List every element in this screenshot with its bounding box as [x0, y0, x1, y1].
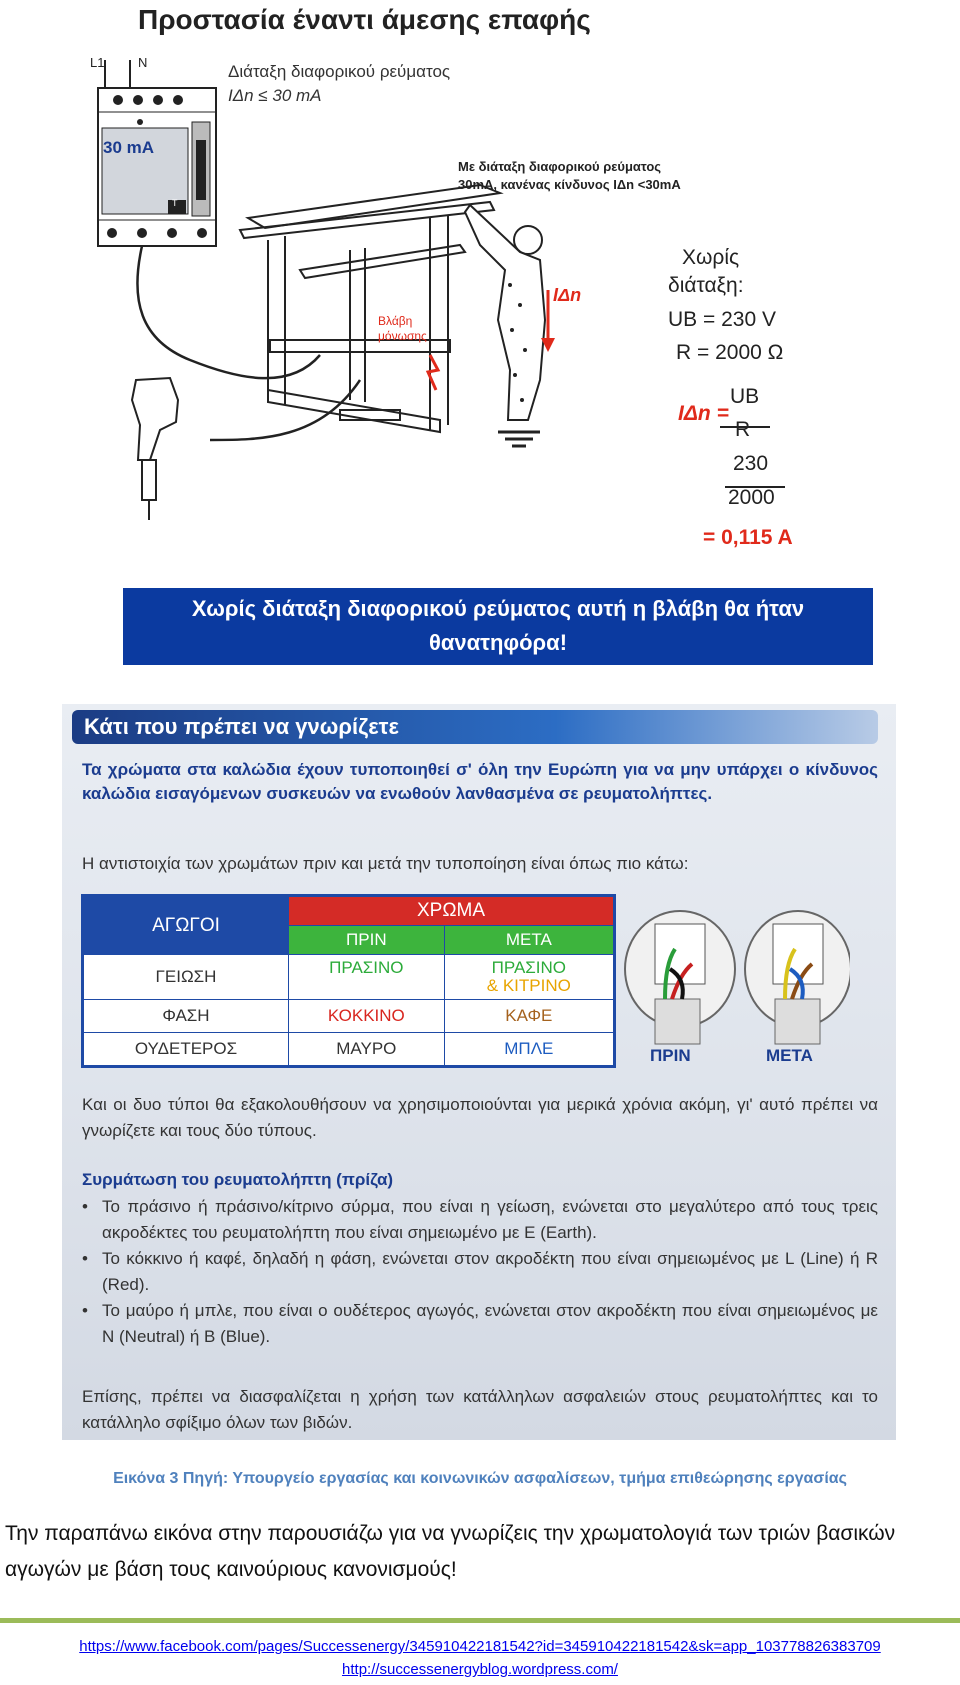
rcd-label: Διάταξη διαφορικού ρεύματος — [228, 62, 451, 81]
bullet-marker: • — [82, 1197, 88, 1216]
formula-lhs: IΔn = — [678, 402, 729, 425]
banner-line1: Χωρίς διάταξη διαφορικού ρεύματος αυτή η βλάβη θα ήταν — [191, 596, 805, 621]
r-value: R = 2000 Ω — [676, 341, 784, 364]
n-label: N — [138, 55, 148, 70]
plug-before-label: ΠΡΙΝ — [650, 1046, 691, 1065]
col-before: ΠΡΙΝ — [289, 926, 445, 955]
test-button-label: T — [172, 198, 178, 208]
calc-numerator: 230 — [733, 452, 769, 475]
warning-banner — [123, 588, 873, 665]
bullet-text: Το μαύρο ή μπλε, που είναι ο ουδέτερος αγωγός, ενώνεται στον ακροδέκτη που είναι σημειωμένος με N (Neutral) ή B (Blue). — [102, 1301, 878, 1346]
panel-correspondence: Η αντιστοιχία των χρωμάτων πριν και μετά την τυποποίηση είναι όπως πιο κάτω: — [82, 854, 689, 873]
l1-label: L1 — [90, 55, 105, 70]
table-row — [83, 1033, 615, 1067]
formula-numerator: UB — [730, 385, 760, 408]
row-after-line2: & ΚΙΤΡΙΝΟ — [486, 976, 571, 995]
row-before: ΚΟΚΚΙΝΟ — [289, 1000, 445, 1033]
calc-denominator: 2000 — [728, 486, 775, 509]
footer-divider — [0, 1618, 960, 1623]
row-name: ΦΑΣΗ — [83, 1000, 289, 1033]
rcd-display: 30 mA — [103, 138, 155, 157]
bullet-item — [82, 1246, 878, 1298]
row-after — [444, 955, 614, 1000]
plug-before-icon — [625, 911, 735, 1044]
current-label: IΔn — [553, 285, 582, 305]
ub-value: UB = 230 V — [668, 308, 776, 331]
fault-label-line2: μόνωσης — [378, 329, 427, 343]
without-line1: Χωρίς — [682, 246, 740, 269]
row-after-line1: ΠΡΑΣΙΝΟ — [491, 958, 567, 977]
figure-caption: Εικόνα 3 Πηγή: Υπουργείο εργασίας και κοινωνικών ασφαλίσεων, τμήμα επιθεώρησης εργασίας — [113, 1470, 847, 1487]
calc-result: = 0,115 A — [703, 526, 793, 549]
bullet-item — [82, 1298, 878, 1350]
rcd-note-line2: 30mA, κανένας κίνδυνος IΔn <30mA — [458, 177, 681, 192]
without-line2: διάταξη: — [668, 274, 744, 297]
bullet-marker: • — [82, 1301, 88, 1320]
blog-link[interactable]: http://successenergyblog.wordpress.com/ — [342, 1661, 618, 1678]
panel-heading: Κάτι που πρέπει να γνωρίζετε — [72, 710, 878, 744]
table-row — [83, 955, 615, 1000]
bullet-marker: • — [82, 1249, 88, 1268]
row-name: ΟΥΔΕΤΕΡΟΣ — [83, 1033, 289, 1067]
closing-text: Επίσης, πρέπει να διασφαλίζεται η χρήση των κατάλληλων ασφαλειών στους ρευματολήπτες και το κατάλληλο σφίξιμο όλων των βιδών. — [82, 1387, 878, 1432]
col-conductors: ΑΓΩΓΟΙ — [83, 896, 289, 955]
rcd-circuit-illustration — [0, 40, 960, 560]
banner-line2: θανατηφόρα! — [428, 630, 568, 655]
bullet-item — [82, 1194, 878, 1246]
both-types-text: Και οι δυο τύποι θα εξακολουθήσουν να χρησιμοποιούνται για μερικά χρόνια ακόμη, γι' αυτό πρέπει να γνωρίζετε και τους δύο τύπους. — [82, 1095, 878, 1140]
row-before: ΜΑΥΡΟ — [289, 1033, 445, 1067]
plug-after-label: ΜΕΤΑ — [766, 1046, 813, 1065]
row-after: ΜΠΛΕ — [444, 1033, 614, 1067]
rcd-note-line1: Με διάταξη διαφορικού ρεύματος — [458, 159, 662, 174]
panel-intro: Τα χρώματα στα καλώδια έχουν τυποποιηθεί σ' όλη την Ευρώπη για να μην υπάρχει ο κίνδυνος καλώδια εισαγόμενων συσκευών να ενωθούν λανθασμένα σε ρευματολήπτες. — [82, 760, 878, 803]
col-color: ΧΡΩΜΑ — [289, 896, 615, 926]
bullet-text: Το κόκκινο ή καφέ, δηλαδή η φάση, ενώνεται στον ακροδέκτη που είναι σημειωμένος με L (Line) ή R (Red). — [102, 1249, 878, 1294]
diagram-title: Προστασία έναντι άμεσης επαφής — [138, 4, 591, 35]
bullet-text: Το πράσινο ή πράσινο/κίτρινο σύρμα, που είναι η γείωση, ενώνεται στο μεγαλύτερο από τους τρεις ακροδέκτες του ρευματολήπτη που είναι σημειωμένο με E (Earth). — [102, 1197, 878, 1242]
row-after: ΚΑΦΕ — [444, 1000, 614, 1033]
wiring-heading: Συρμάτωση του ρευματολήπτη (πρίζα) — [82, 1170, 394, 1189]
wiring-bullets — [82, 1194, 878, 1350]
fault-label-line1: Βλάβη — [378, 314, 413, 328]
body-paragraph: Την παραπάνω εικόνα στην παρουσιάζω για να γνωρίζεις την χρωματολογιά των τριών βασικών αγωγών με βάση τους καινούριους κανονισμούς! — [5, 1522, 896, 1581]
col-after: ΜΕΤΑ — [444, 926, 614, 955]
plug-after-icon — [745, 911, 850, 1044]
rcd-rating: IΔn ≤ 30 mA — [228, 86, 322, 105]
formula-denominator: R — [735, 418, 751, 441]
row-name: ΓΕΙΩΣΗ — [83, 955, 289, 1000]
plug-illustrations — [610, 904, 850, 1054]
info-panel — [62, 704, 896, 1440]
facebook-link[interactable]: https://www.facebook.com/pages/Successenergy/345910422181542?id=345910422181542&sk=app_103778826383709 — [79, 1638, 881, 1655]
table-row — [83, 1000, 615, 1033]
color-table — [81, 894, 616, 1068]
row-before: ΠΡΑΣΙΝΟ — [289, 955, 445, 1000]
